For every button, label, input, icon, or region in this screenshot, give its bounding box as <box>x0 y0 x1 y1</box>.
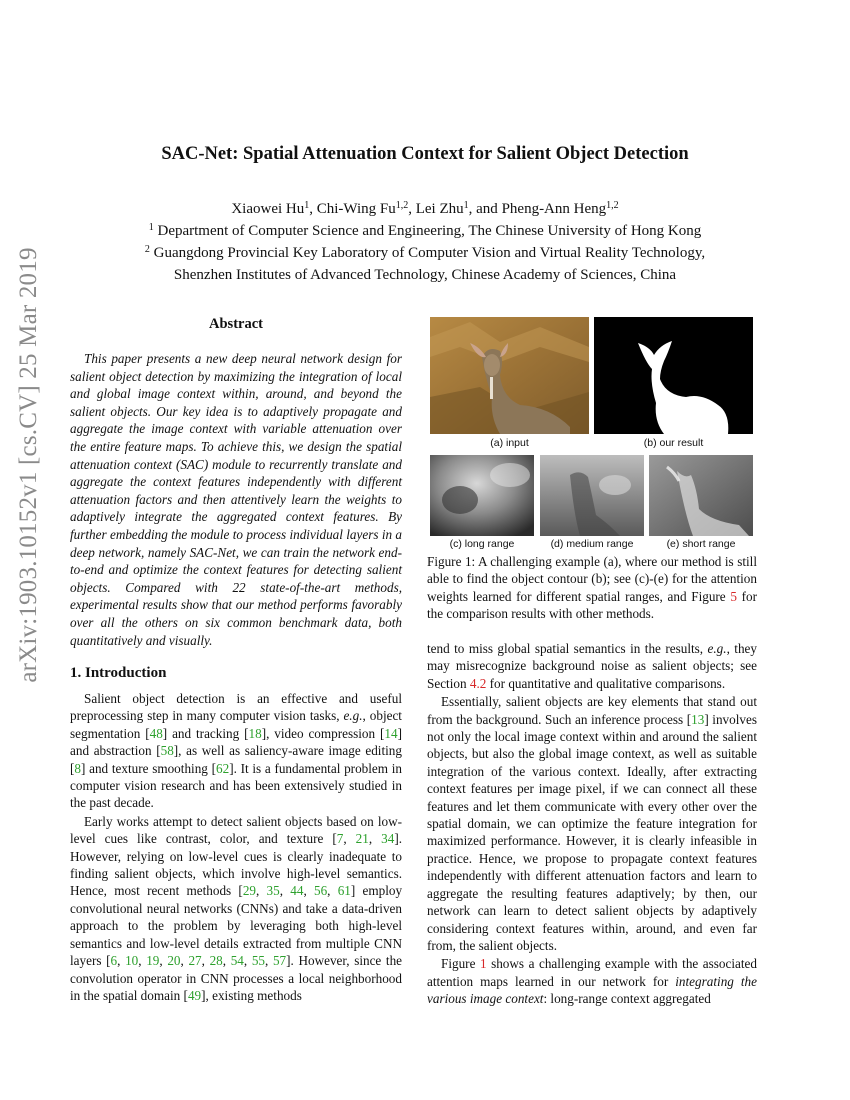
citation-list: 7, 21, 34 <box>336 831 395 847</box>
paper-title: SAC-Net: Spatial Attenuation Context for Salient Object Detection <box>161 144 689 164</box>
right-paragraph-1: tend to miss global spatial semantics in the results, e.g., they may misrecognize background noise as salient objects; see Section 4.2 for quantitative and qualitative comparisons. <box>427 641 757 691</box>
affiliation-2: $^2$ Guangdong Provincial Key Laboratory of Computer Vision and Virtual Reality Technology, <box>144 244 706 261</box>
figure-reference-link[interactable]: 5 <box>730 588 737 604</box>
figure-label-d: (d) medium range <box>550 538 634 550</box>
citation-list: 29, 35, 44, 56, 61 <box>242 883 351 899</box>
abstract-text: This paper presents a new deep neural network design for salient object detection by maximizing the integration of local and global image context within, around, and beyond the salient objects. Our key idea is to adaptively propagate and aggregate the image context with variable attenuation over the entire feature maps. To achieve this, we design the spatial attenuation context (SAC) module to recurrently translate and aggregate the context features independently with different attenuation factors and then attentively learn the weights to adaptively integrate the aggregated context features. By further embedding the module to process individual layers in a deep network, namely SAC-Net, we can train the network end-to-end and optimize the context features for detecting salient objects. Compared with 22 state-of-the-art methods, experimental results show that our method performs favorably over all the others on six common benchmark data, both quantitatively and visually. <box>70 351 402 648</box>
section-heading-introduction: 1. Introduction <box>70 665 167 681</box>
citation-link[interactable]: 35 <box>266 883 280 899</box>
citation-link[interactable]: 20 <box>167 953 181 969</box>
citation-link[interactable]: 62 <box>216 760 230 776</box>
figure-label-c: (c) long range <box>449 538 515 550</box>
citation-link[interactable]: 44 <box>290 883 304 899</box>
author-names: Xiaowei Hu$^1$, Chi-Wing Fu$^{1,2}$, Lei Zhu$^1$, and Pheng-Ann Heng$^{1,2}$ <box>231 200 619 217</box>
figure-label-a: (a) input <box>490 437 529 449</box>
citation-list: 6, 10, 19, 20, 27, 28, 54, 55, 57 <box>110 953 287 969</box>
right-paragraph-3: Figure 1 shows a challenging example with the associated attention maps learned in our network for integrating the various image context: long-range context aggregated <box>427 956 757 1007</box>
citation-link[interactable]: 14 <box>384 725 398 741</box>
figure-attention-short <box>649 455 753 536</box>
figure-label-b: (b) our result <box>643 437 704 449</box>
citation-link[interactable]: 57 <box>272 953 287 969</box>
arxiv-stamp-text: arXiv:1903.10152v1 [cs.CV] 25 Mar 2019 <box>15 247 42 683</box>
citation-link[interactable]: 55 <box>251 953 265 969</box>
citation-link[interactable]: 48 <box>149 725 163 741</box>
figure-label-e: (e) short range <box>666 538 736 550</box>
citation-link[interactable]: 21 <box>355 831 369 847</box>
figure-attention-long <box>430 455 534 536</box>
right-paragraph-2: Essentially, salient objects are key elements that stand out from the background. Such an inference process [13] involves not only the local image context within and around the salient objects, but also the global image context, as well as suitable integration of the various context. Ideally, after extracting context features per image pixel, if we can connect all these features and let them communicate with every other over the spatial domain, we can optimize the feature integration for maximized performance. However, it is clearly infeasible in practice. Hence, we propose to propagate context features independently with different attenuation factors and learn to aggregate the resulting features adaptively; by then, our network can learn to detect salient objects by adaptively considering context features within, around, and even far from, the salient objects. <box>427 694 757 953</box>
figure-reference-link[interactable]: 1 <box>479 956 487 972</box>
introduction-body <box>70 690 402 1005</box>
citation-link[interactable]: 28 <box>209 953 223 969</box>
figure-input-photo <box>430 317 589 434</box>
author-block <box>0 198 850 286</box>
citation-link[interactable]: 34 <box>381 831 395 847</box>
affiliation-2-cont: Shenzhen Institutes of Advanced Technology, Chinese Academy of Sciences, China <box>173 267 677 283</box>
abstract-heading: Abstract <box>209 316 263 332</box>
section-reference-link[interactable]: 4.2 <box>469 675 487 691</box>
citation-link[interactable]: 7 <box>336 831 344 847</box>
figure-attention-medium <box>540 455 644 536</box>
affiliation-1: $^1$ Department of Computer Science and Engineering, The Chinese University of Hong Kong <box>148 222 702 239</box>
citation-link[interactable]: 27 <box>188 953 202 969</box>
introduction-body-right <box>427 640 757 1009</box>
citation-link[interactable]: 54 <box>230 953 244 969</box>
citation-link[interactable]: 58 <box>160 743 174 759</box>
citation-link[interactable]: 10 <box>125 953 139 969</box>
figure-1-caption: Figure 1: A challenging example (a), where our method is still able to find the object contour (b); see (c)-(e) for the attention weights learned for different spatial ranges, and Figure 5 for the comparison results with other methods. <box>427 554 757 622</box>
citation-link[interactable]: 19 <box>146 953 160 969</box>
citation-link[interactable]: 61 <box>337 883 351 899</box>
citation-link[interactable]: 8 <box>74 760 81 776</box>
citation-link[interactable]: 13 <box>691 711 705 727</box>
arxiv-identifier-stamp <box>6 0 52 1100</box>
citation-link[interactable]: 18 <box>248 725 262 741</box>
abstract-body <box>70 350 402 649</box>
intro-paragraph-1: Salient object detection is an effective and useful preprocessing step in many computer vision tasks, e.g., object segmentation [48] and tracking [18], video compression [14] and abstraction [58], as well as saliency-aware image editing [8] and texture smoothing [62]. It is a fundamental problem in computer vision research and has been extensively studied in the past decade. <box>70 691 403 811</box>
citation-link[interactable]: 29 <box>242 883 256 899</box>
citation-link[interactable]: 56 <box>313 883 328 899</box>
citation-link[interactable]: 49 <box>187 987 202 1003</box>
citation-link[interactable]: 6 <box>110 953 118 969</box>
intro-paragraph-2: Early works attempt to detect salient objects based on low-level cues like contrast, color, and texture [7, 21, 34]. However, relying on low-level cues is clearly inadequate to finding salient objects, which involve high-level semantics. Hence, most recent methods [29, 35, 44, 56, 61] employ convolutional neural networks (CNNs) and take a data-driven approach to the problem by leveraging both high-level semantics and low-level details extracted from multiple CNN layers [6, 10, 19, 20, 27, 28, 54, 55, 57]. However, since the convolution operator in CNN processes a local neighborhood in the spatial domain [49], existing methods <box>70 813 403 1003</box>
figure-saliency-result <box>594 317 753 434</box>
